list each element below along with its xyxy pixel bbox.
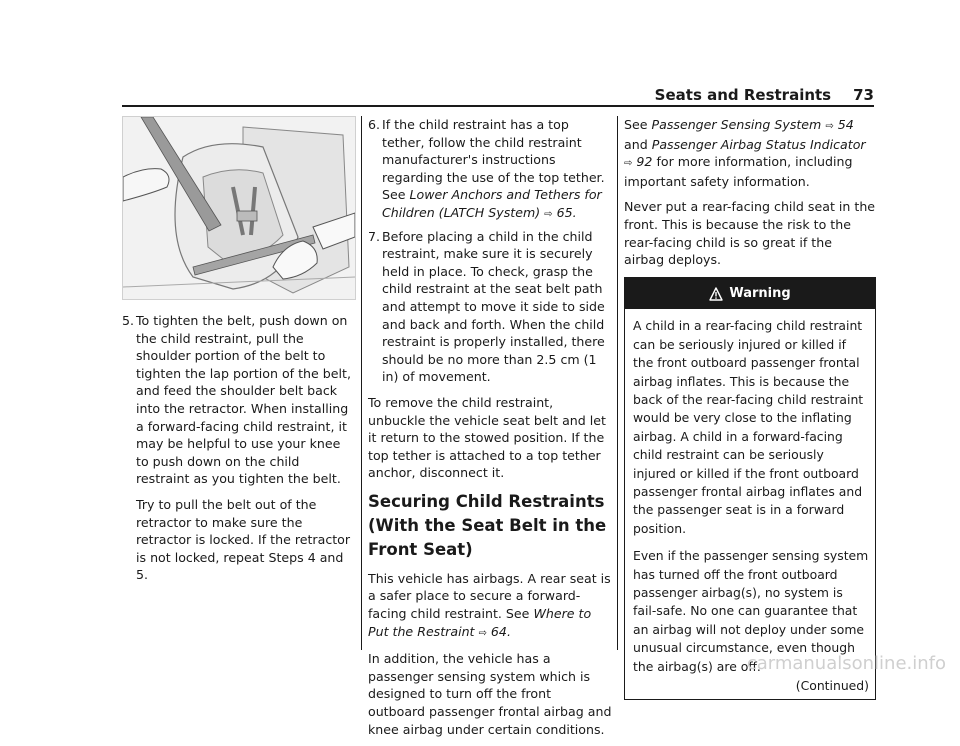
cross-reference-link[interactable]: Lower Anchors and Tethers for Children (LATCH System)	[382, 187, 602, 220]
cross-reference-link[interactable]: Passenger Airbag Status Indicator	[651, 136, 866, 152]
cross-reference-link[interactable]: Where to Put the Restraint	[368, 606, 592, 639]
paragraph-text: This vehicle has airbags. A rear seat is a safer place to secure a forward-facing child restraint. See	[368, 570, 611, 622]
step-number: 5.	[122, 313, 135, 328]
see-also-paragraph	[624, 116, 876, 190]
page-arrow-icon: ⇨	[544, 208, 553, 220]
step-6-body: If the child restraint has a top tether, follow the child restraint manufacturer's instructions regarding the use of the top tether. See	[382, 117, 605, 203]
step-text	[382, 116, 612, 224]
column-left	[122, 116, 354, 592]
step-6	[368, 116, 612, 224]
removal-paragraph: To remove the child restraint, unbuckle the vehicle seat belt and let it return to the stowed position. If the top tether is attached to a top tether anchor, disconnect it.	[368, 394, 606, 481]
page-number: 73	[853, 86, 874, 104]
watermark: carmanualsonline.info	[746, 653, 946, 674]
sensing-paragraph: In addition, the vehicle has a passenger sensing system which is designed to turn off the front outboard passenger frontal airbag and knee airbag under certain conditions.	[368, 651, 612, 737]
child-seat-illustration-svg	[123, 117, 355, 299]
and-text: and	[624, 136, 648, 152]
section-heading: Securing Child Restraints (With the Seat Belt in the Front Seat)	[368, 491, 607, 559]
column-middle	[368, 116, 612, 746]
warning-paragraph-2: Even if the passenger sensing system has turned off the front outboard passenger airbag(s), no system is fail-safe. No one can guarantee that an airbag will not deploy under some unusual circumstance, even though the airbag(s) are off.	[633, 548, 869, 674]
step-number: 6.	[368, 117, 381, 132]
page-reference[interactable]: 64.	[490, 623, 511, 639]
see-label: See	[624, 117, 648, 132]
cross-reference-link[interactable]: Passenger Sensing System	[651, 117, 822, 132]
warning-title: Warning	[729, 285, 791, 301]
header-rule	[122, 105, 874, 107]
column-divider-1	[361, 116, 362, 650]
page-arrow-icon: ⇨	[478, 627, 487, 639]
warning-header	[625, 278, 875, 310]
step-text: Before placing a child in the child restraint, make sure it is securely held in place. To check, grasp the child restraint at the seat belt path and attempt to move it side to side and back and forth. When the child restraint is properly installed, there should be no more than 2.5 cm (1 in) of movement.	[382, 228, 605, 385]
step-text: To tighten the belt, push down on the child restraint, pull the shoulder portion of the belt to tighten the lap portion of the belt, and feed the shoulder belt back into the retractor. When installing a forward-facing child restraint, it may be helpful to use your knee to push down on the child restraint as you tighten the belt.	[136, 313, 351, 487]
warning-triangle-icon	[709, 287, 723, 301]
never-paragraph: Never put a rear-facing child seat in the front. This is because the risk to the rear-facing child is so great if the airbag deploys.	[624, 199, 876, 268]
page-arrow-icon: ⇨	[624, 158, 633, 170]
warning-box	[624, 277, 876, 701]
warning-body	[625, 309, 875, 699]
column-divider-2	[617, 116, 618, 650]
child-seat-illustration	[122, 116, 356, 300]
page-arrow-icon: ⇨	[825, 121, 834, 132]
section-name: Seats and Restraints	[654, 86, 832, 104]
paragraph-text: for more information, including important safety information.	[624, 154, 853, 189]
airbag-paragraph	[368, 570, 612, 642]
step-7	[368, 228, 612, 386]
step-5	[122, 312, 354, 488]
warning-paragraph-1: A child in a rear-facing child restraint can be seriously injured or killed if the front outboard passenger frontal airbag inflates. This is because the back of the rear-facing child restraint would be very close to the inflating airbag. A child in a forward-facing child restraint can be seriously injured or killed if the front outboard passenger frontal airbag inflates and the passenger seat is in a forward position.	[633, 318, 864, 536]
column-right	[624, 116, 876, 700]
continued-label: (Continued)	[795, 678, 869, 694]
step-5-followup: Try to pull the belt out of the retractor to make sure the retractor is locked. If the retractor is not locked, repeat Steps 4 and 5.	[136, 496, 351, 583]
page-reference[interactable]: 92	[636, 154, 653, 170]
running-header	[655, 86, 874, 104]
page-reference[interactable]: 65.	[556, 204, 577, 220]
page-reference[interactable]: 54	[837, 117, 854, 132]
step-number: 7.	[368, 228, 381, 244]
